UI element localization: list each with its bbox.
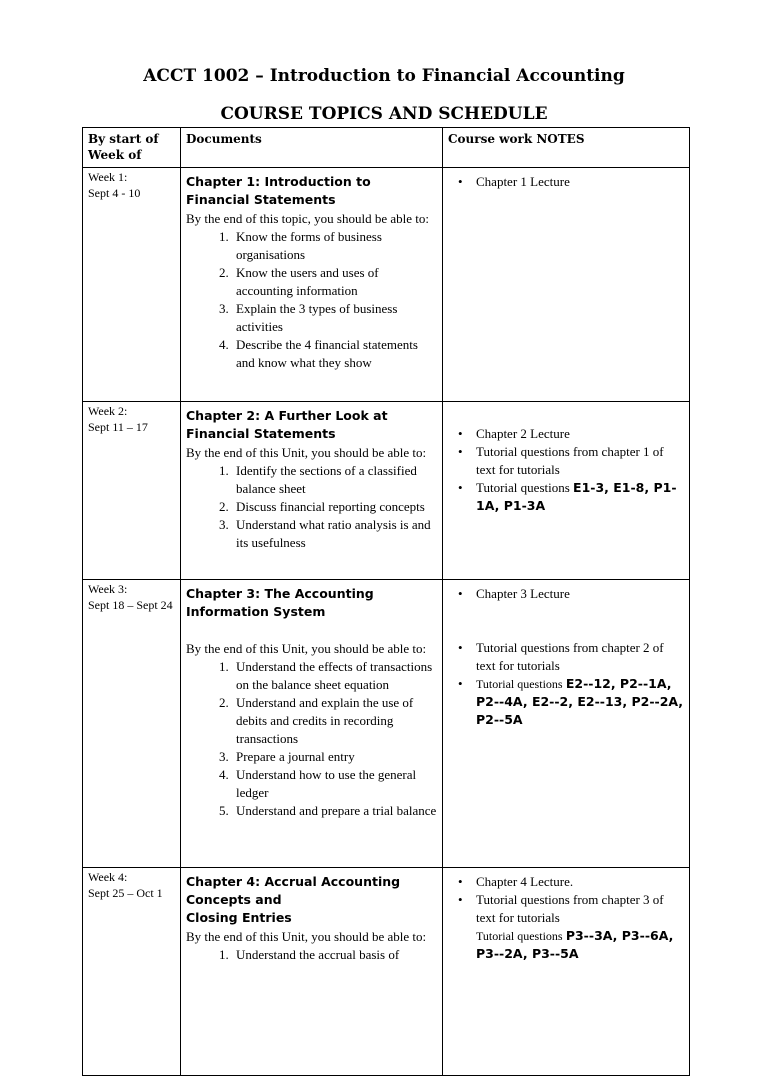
notes-cell [443, 580, 690, 868]
tutorial-questions: E2--12, P2--1A, P2--4A, E2--2, E2--13, P2--2A, P2--5A [476, 676, 684, 727]
chapter-title: Chapter 2: A Further Look at Financial Statements [186, 408, 388, 441]
week-dates: Sept 25 – Oct 1 [88, 886, 163, 900]
objectives-list [186, 462, 437, 552]
documents-cell [181, 868, 443, 1076]
list-item: 2. Understand and explain the use of debits and credits in recording transactions [232, 694, 437, 748]
list-item: • Chapter 1 Lecture [462, 173, 684, 191]
notes-list [448, 585, 684, 729]
list-item: 1. Understand the effects of transactions on the balance sheet equation [232, 658, 437, 694]
chapter-title: Chapter 4: Accrual Accounting Concepts and [186, 874, 401, 907]
table-row [83, 168, 690, 402]
table-row [83, 868, 690, 1076]
list-item: 1. Understand the accrual basis of [232, 946, 437, 964]
documents-cell [181, 168, 443, 402]
objectives-list [186, 946, 437, 964]
list-item: 3. Understand what ratio analysis is and its usefulness [232, 516, 437, 552]
notes-cell [443, 868, 690, 1076]
list-item: 3. Explain the 3 types of business activities [232, 300, 437, 336]
list-item: • Tutorial questions from chapter 2 of text for tutorials [462, 639, 684, 675]
week-cell [83, 402, 181, 580]
objectives-intro: By the end of this Unit, you should be able to: [186, 445, 427, 460]
list-item: • Chapter 4 Lecture. [462, 873, 684, 891]
list-item: • Tutorial questions from chapter 1 of text for tutorials [462, 443, 684, 479]
week-cell [83, 168, 181, 402]
week-dates: Sept 4 - 10 [88, 186, 141, 200]
week-label: Week 2: [88, 404, 128, 418]
tutorial-prefix: Tutorial questions [476, 929, 563, 943]
tutorial-source: Tutorial questions from chapter 3 of text for tutorials [476, 892, 664, 925]
objectives-intro: By the end of this topic, you should be able to: [186, 211, 429, 226]
list-item: • Chapter 2 Lecture [462, 425, 684, 443]
chapter-title: Chapter 3: The Accounting Information System [186, 586, 374, 619]
list-item: 2. Know the users and uses of accounting information [232, 264, 437, 300]
objectives-intro: By the end of this Unit, you should be able to: [186, 929, 427, 944]
list-item: 4. Understand how to use the general ledger [232, 766, 437, 802]
list-item: 4. Describe the 4 financial statements and know what they show [232, 336, 437, 372]
chapter-title: Chapter 1: Introduction to Financial Statements [186, 174, 371, 207]
table-row [83, 402, 690, 580]
tutorial-prefix: Tutorial questions [476, 677, 563, 691]
objectives-list [186, 658, 437, 820]
header-documents: Documents [181, 128, 443, 168]
chapter-title-cont: Closing Entries [186, 910, 292, 925]
notes-cell [443, 168, 690, 402]
week-dates: Sept 11 – 17 [88, 420, 148, 434]
list-item: 3. Prepare a journal entry [232, 748, 437, 766]
document-title: ACCT 1002 – Introduction to Financial Accounting [143, 66, 625, 86]
header-week: By start of Week of [83, 128, 181, 168]
table-row [83, 580, 690, 868]
week-dates: Sept 18 – Sept 24 [88, 598, 173, 612]
header-notes: Course work NOTES [443, 128, 690, 168]
table-header-row [83, 128, 690, 168]
notes-list [448, 173, 684, 191]
list-item [462, 675, 684, 729]
notes-list [448, 425, 684, 515]
tutorial-prefix: Tutorial questions [476, 480, 570, 495]
week-label: Week 1: [88, 170, 128, 184]
week-cell [83, 868, 181, 1076]
tutorial-questions: P3--3A, P3--6A, P3--2A, P3--5A [476, 928, 674, 961]
document-subtitle: COURSE TOPICS AND SCHEDULE [220, 104, 548, 124]
notes-cell [443, 402, 690, 580]
list-item [462, 891, 684, 963]
list-item: 1. Know the forms of business organisations [232, 228, 437, 264]
documents-cell [181, 580, 443, 868]
week-label: Week 3: [88, 582, 128, 596]
notes-list [448, 873, 684, 963]
objectives-intro: By the end of this Unit, you should be able to: [186, 641, 427, 656]
list-item: 1. Identify the sections of a classified balance sheet [232, 462, 437, 498]
list-item: 2. Discuss financial reporting concepts [232, 498, 437, 516]
tutorial-questions: E1-3, E1-8, P1-1A, P1-3A [476, 480, 677, 513]
documents-cell [181, 402, 443, 580]
list-item: • Chapter 3 Lecture [462, 585, 684, 603]
list-item [462, 479, 684, 515]
week-cell [83, 580, 181, 868]
week-label: Week 4: [88, 870, 128, 884]
list-item: 5. Understand and prepare a trial balance [232, 802, 437, 820]
objectives-list [186, 228, 437, 372]
schedule-table [82, 127, 690, 1076]
